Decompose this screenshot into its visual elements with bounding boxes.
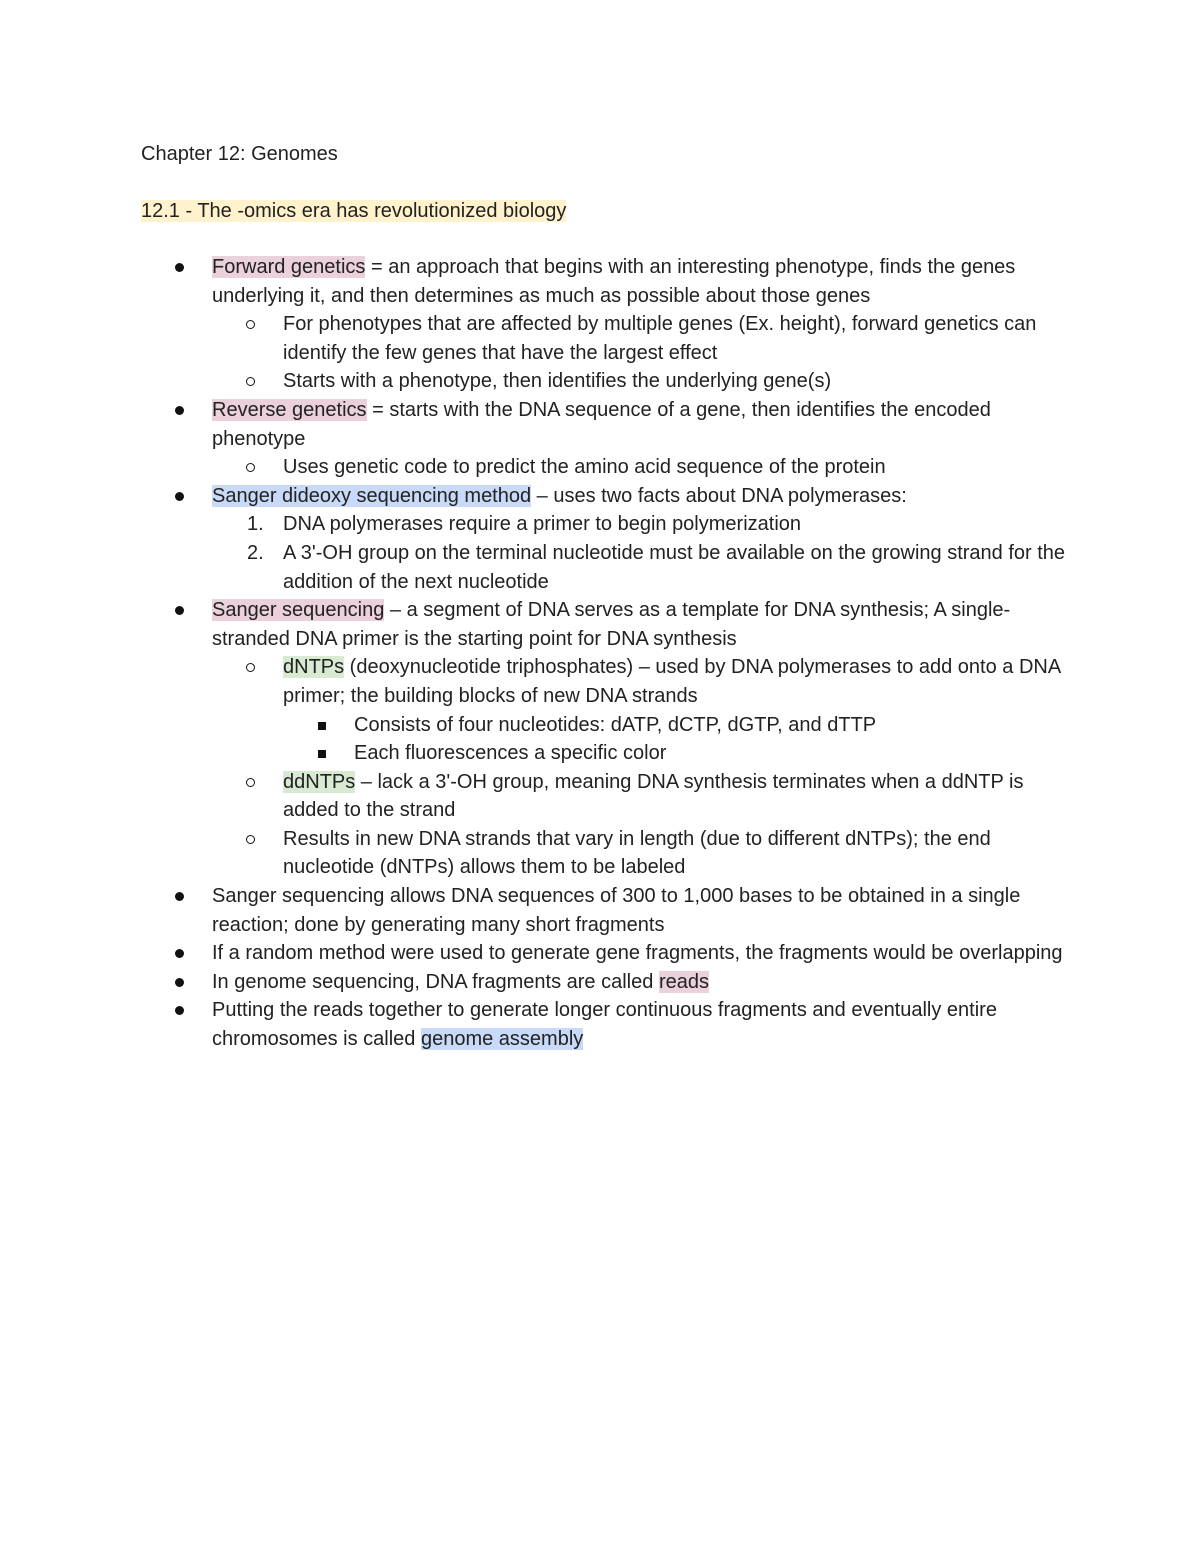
sublist-reverse (212, 453, 1071, 482)
bullet-circle-icon (246, 463, 255, 472)
bullet-disc-icon (175, 263, 184, 272)
sublist-forward (212, 310, 1071, 396)
list-item-results (212, 825, 1071, 882)
list-item (212, 367, 1071, 396)
bullet-disc-icon (175, 1006, 184, 1015)
bullet-circle-icon (246, 835, 255, 844)
list-item (212, 453, 1071, 482)
term-reverse-genetics: Reverse genetics (212, 398, 367, 421)
term-reads: reads (658, 970, 709, 993)
list-number: 1. (247, 513, 264, 536)
bullet-disc-icon (175, 892, 184, 901)
list-item-text: A 3'-OH group on the terminal nucleotide must be available on the growing strand for the addition of the next nucleotide (283, 541, 1066, 593)
numbered-list-facts (212, 510, 1071, 596)
bullet-disc-icon (175, 949, 184, 958)
bullet-circle-icon (246, 377, 255, 386)
document-body (141, 139, 1071, 1054)
list-item (212, 310, 1071, 367)
term-ddntps: ddNTPs (283, 770, 356, 793)
list-item-reads (141, 968, 1071, 997)
list-item-text: For phenotypes that are affected by multiple genes (Ex. height), forward genetics can identify the few genes that have the largest effect (283, 313, 1037, 364)
list-item-reverse-genetics (141, 396, 1071, 482)
list-item-text: Results in new DNA strands that vary in length (due to different dNTPs); the end nucleotide (dNTPs) allows them to be labeled (283, 827, 991, 879)
list-item-ddntps (212, 768, 1071, 825)
term-genome-assembly: genome assembly (420, 1028, 584, 1051)
sublist-dntps (283, 711, 1071, 768)
list-item-random (141, 939, 1071, 968)
list-number: 2. (247, 541, 264, 564)
list-item-text: Uses genetic code to predict the amino acid sequence of the protein (283, 456, 886, 479)
bullet-square-icon (318, 750, 326, 758)
term-sanger-sequencing: Sanger sequencing (212, 599, 385, 622)
list-item-bases (141, 882, 1071, 939)
list-item-text: Each fluorescences a specific color (354, 742, 667, 765)
list-item-text: If a random method were used to generate gene fragments, the fragments would be overlapping (212, 942, 1063, 965)
notes-list (141, 253, 1071, 1054)
term-forward-genetics: Forward genetics (212, 256, 366, 278)
bullet-disc-icon (175, 606, 184, 615)
list-item-forward-genetics (141, 253, 1071, 396)
list-item-text: Consists of four nucleotides: dATP, dCTP, dGTP, and dTTP (354, 713, 877, 736)
definition-sanger-dideoxy: – uses two facts about DNA polymerases: (531, 484, 907, 507)
list-item-text: DNA polymerases require a primer to begin polymerization (283, 513, 802, 536)
list-item-text: Sanger sequencing allows DNA sequences of 300 to 1,000 bases to be obtained in a single reaction; done by generating many short fragments (212, 885, 1021, 936)
list-item-sanger-dideoxy (141, 482, 1071, 596)
list-item-text: Starts with a phenotype, then identifies the underlying gene(s) (283, 370, 832, 393)
bullet-circle-icon (246, 663, 255, 672)
bullet-square-icon (318, 722, 326, 730)
list-item (283, 739, 1071, 768)
definition-dntps: (deoxynucleotide triphosphates) – used by DNA polymerases to add onto a DNA primer; the building blocks of new DNA strands (283, 656, 1061, 707)
definition-ddntps: – lack a 3'-OH group, meaning DNA synthesis terminates when a ddNTP is added to the strand (283, 770, 1024, 822)
definition-reverse-genetics: = starts with the DNA sequence of a gene, then identifies the encoded phenotype (212, 398, 991, 450)
bullet-circle-icon (246, 320, 255, 329)
list-item-sanger-sequencing (141, 596, 1071, 882)
term-dntps: dNTPs (283, 656, 345, 679)
list-item (212, 539, 1071, 596)
section-heading-text: 12.1 - The -omics era has revolutionized biology (141, 200, 567, 222)
definition-sanger-sequencing: – a segment of DNA serves as a template for DNA synthesis; A single-stranded DNA primer is the starting point for DNA synthesis (212, 599, 1011, 650)
list-item-dntps (212, 653, 1071, 767)
bullet-disc-icon (175, 406, 184, 415)
list-item-text: Putting the reads together to generate longer continuous fragments and eventually entire chromosomes is called (212, 999, 997, 1051)
list-item-text: In genome sequencing, DNA fragments are called (212, 970, 659, 993)
page-title: Chapter 12: Genomes (141, 143, 338, 165)
list-item (283, 711, 1071, 740)
section-heading (141, 196, 1071, 226)
sublist-sanger (212, 653, 1071, 882)
bullet-circle-icon (246, 778, 255, 787)
definition-forward-genetics: = an approach that begins with an interesting phenotype, finds the genes underlying it, and then determines as much as possible about those genes (212, 256, 1016, 307)
list-item (212, 510, 1071, 539)
list-item-assembly (141, 996, 1071, 1053)
term-sanger-dideoxy: Sanger dideoxy sequencing method (212, 484, 532, 507)
bullet-disc-icon (175, 492, 184, 501)
bullet-disc-icon (175, 978, 184, 987)
